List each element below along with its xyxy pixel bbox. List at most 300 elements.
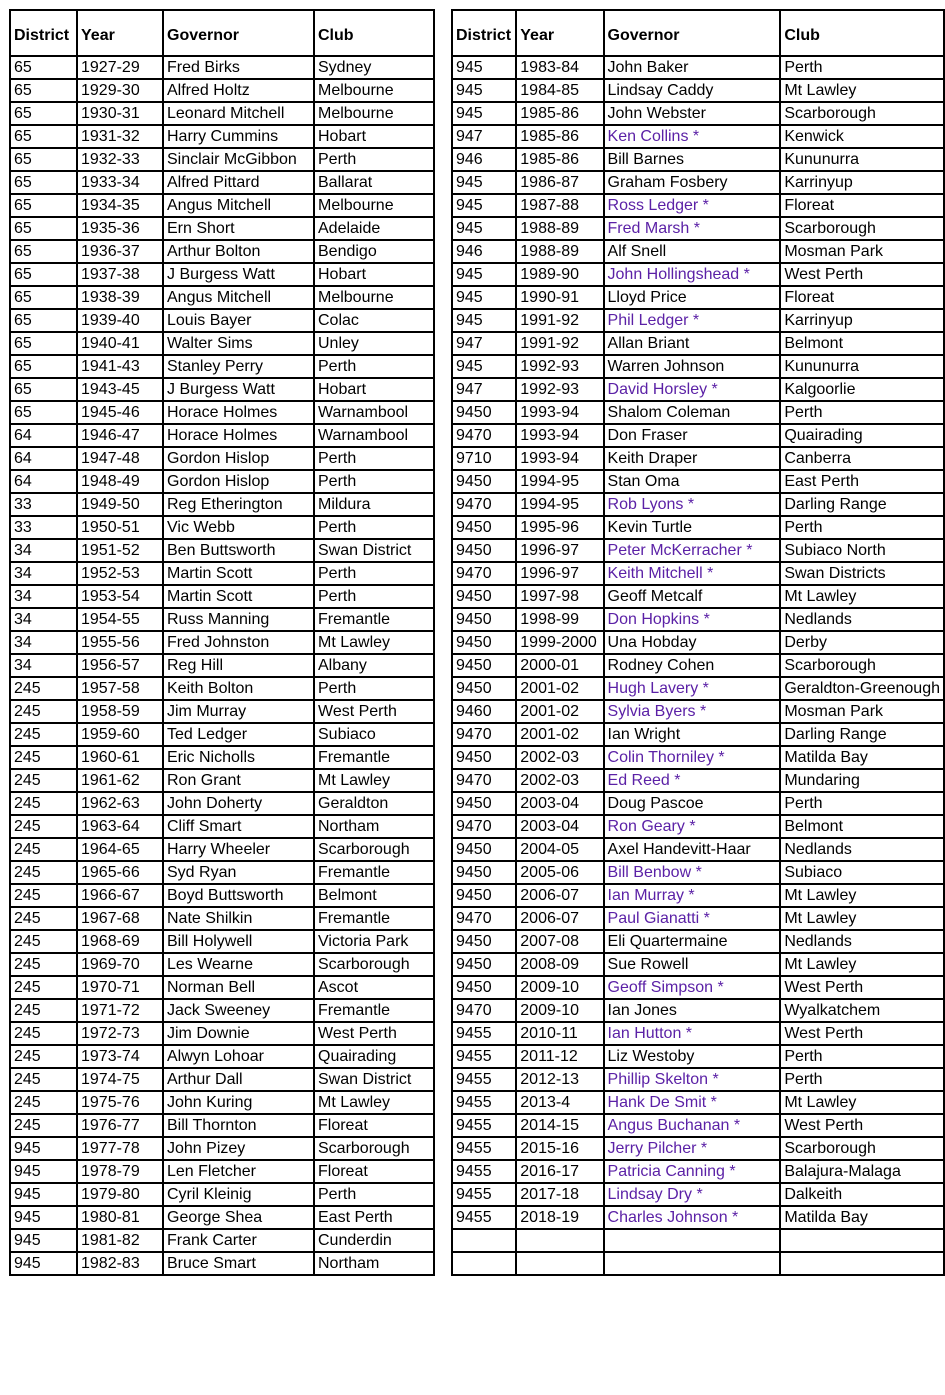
cell-club: Mosman Park <box>780 700 944 723</box>
cell-governor: Bill Holywell <box>163 930 314 953</box>
cell-governor: Eli Quartermaine <box>604 930 781 953</box>
table-row <box>10 1045 434 1068</box>
cell-year: 1950-51 <box>77 516 163 539</box>
table-row <box>10 976 434 999</box>
cell-district: 245 <box>10 677 77 700</box>
cell-district: 65 <box>10 217 77 240</box>
table-row <box>10 171 434 194</box>
table-row <box>10 815 434 838</box>
cell-year: 1937-38 <box>77 263 163 286</box>
cell-year: 2018-19 <box>516 1206 603 1229</box>
cell-club: Nedlands <box>780 838 944 861</box>
cell-governor: John Pizey <box>163 1137 314 1160</box>
cell-governor: Leonard Mitchell <box>163 102 314 125</box>
cell-club: Kalgoorlie <box>780 378 944 401</box>
cell-year: 1962-63 <box>77 792 163 815</box>
table-row <box>452 884 944 907</box>
cell-district: 9450 <box>452 539 516 562</box>
cell-district: 34 <box>10 562 77 585</box>
cell-district: 9455 <box>452 1022 516 1045</box>
cell-year: 2004-05 <box>516 838 603 861</box>
cell-club: Perth <box>314 677 434 700</box>
table-row <box>10 516 434 539</box>
table-row <box>452 608 944 631</box>
cell-year: 1996-97 <box>516 539 603 562</box>
cell-governor: Walter Sims <box>163 332 314 355</box>
cell-governor: Una Hobday <box>604 631 781 654</box>
cell-year: 1952-53 <box>77 562 163 585</box>
cell-club: West Perth <box>780 1114 944 1137</box>
cell-governor: Alwyn Lohoar <box>163 1045 314 1068</box>
cell-governor: Horace Holmes <box>163 424 314 447</box>
cell-club: Perth <box>780 1045 944 1068</box>
cell-year: 1954-55 <box>77 608 163 631</box>
cell-district: 9450 <box>452 516 516 539</box>
table-row <box>10 746 434 769</box>
cell-governor: John Webster <box>604 102 781 125</box>
cell-club: Matilda Bay <box>780 746 944 769</box>
cell-district: 245 <box>10 1045 77 1068</box>
cell-club: Karrinyup <box>780 309 944 332</box>
cell-club: Mt Lawley <box>780 585 944 608</box>
table-row <box>452 332 944 355</box>
cell-club: Matilda Bay <box>780 1206 944 1229</box>
header-governor: Governor <box>604 10 781 56</box>
cell-year: 1988-89 <box>516 217 603 240</box>
cell-governor: Reg Etherington <box>163 493 314 516</box>
cell-governor: Alfred Pittard <box>163 171 314 194</box>
cell-district: 65 <box>10 286 77 309</box>
cell-district: 945 <box>452 102 516 125</box>
cell-club: Sydney <box>314 56 434 79</box>
cell-governor: Nate Shilkin <box>163 907 314 930</box>
table-row <box>452 309 944 332</box>
cell-year: 1938-39 <box>77 286 163 309</box>
cell-district: 65 <box>10 355 77 378</box>
cell-club: Melbourne <box>314 79 434 102</box>
cell-governor: Liz Westoby <box>604 1045 781 1068</box>
table-row <box>10 838 434 861</box>
cell-district: 245 <box>10 861 77 884</box>
cell-governor: Geoff Metcalf <box>604 585 781 608</box>
cell-governor: Vic Webb <box>163 516 314 539</box>
governors-table-left <box>9 9 435 1276</box>
table-row <box>452 677 944 700</box>
cell-governor: Sue Rowell <box>604 953 781 976</box>
cell-club: Scarborough <box>780 217 944 240</box>
cell-governor: Angus Mitchell <box>163 194 314 217</box>
cell-year: 1983-84 <box>516 56 603 79</box>
cell-club: West Perth <box>314 1022 434 1045</box>
cell-club: Mt Lawley <box>314 1091 434 1114</box>
table-row <box>452 631 944 654</box>
cell-club: Perth <box>314 355 434 378</box>
cell-club: Balajura-Malaga <box>780 1160 944 1183</box>
cell-governor: Gordon Hislop <box>163 470 314 493</box>
table-row <box>452 493 944 516</box>
cell-club: Geraldton <box>314 792 434 815</box>
table-row <box>452 838 944 861</box>
cell-governor: Don Fraser <box>604 424 781 447</box>
cell-club: Ballarat <box>314 171 434 194</box>
table-row <box>10 1091 434 1114</box>
cell-club: Dalkeith <box>780 1183 944 1206</box>
cell-year: 1986-87 <box>516 171 603 194</box>
table-row <box>10 378 434 401</box>
table-row <box>10 907 434 930</box>
cell-governor: Shalom Coleman <box>604 401 781 424</box>
cell-district: 245 <box>10 999 77 1022</box>
cell-year: 1970-71 <box>77 976 163 999</box>
cell-year: 1929-30 <box>77 79 163 102</box>
cell-year: 1958-59 <box>77 700 163 723</box>
table-row <box>452 1160 944 1183</box>
table-row <box>452 148 944 171</box>
cell-club: Kununurra <box>780 148 944 171</box>
cell-governor: Arthur Bolton <box>163 240 314 263</box>
cell-club: Belmont <box>780 332 944 355</box>
empty-cell <box>516 1252 603 1275</box>
cell-governor: Horace Holmes <box>163 401 314 424</box>
cell-club: Scarborough <box>314 1137 434 1160</box>
cell-club: Perth <box>314 447 434 470</box>
cell-year: 1960-61 <box>77 746 163 769</box>
table-row <box>452 194 944 217</box>
table-row <box>452 401 944 424</box>
cell-year: 2006-07 <box>516 907 603 930</box>
table-row <box>10 539 434 562</box>
cell-district: 947 <box>452 125 516 148</box>
cell-year: 2015-16 <box>516 1137 603 1160</box>
cell-club: Mundaring <box>780 769 944 792</box>
cell-district: 9470 <box>452 562 516 585</box>
header-year: Year <box>77 10 163 56</box>
cell-club: Nedlands <box>780 608 944 631</box>
cell-governor: Len Fletcher <box>163 1160 314 1183</box>
empty-cell <box>780 1252 944 1275</box>
cell-club: Warnambool <box>314 401 434 424</box>
cell-year: 1951-52 <box>77 539 163 562</box>
cell-year: 1978-79 <box>77 1160 163 1183</box>
table-row <box>10 424 434 447</box>
cell-district: 9710 <box>452 447 516 470</box>
cell-governor: Stanley Perry <box>163 355 314 378</box>
table-row <box>10 125 434 148</box>
cell-year: 1941-43 <box>77 355 163 378</box>
cell-club: Melbourne <box>314 194 434 217</box>
cell-district: 9450 <box>452 654 516 677</box>
cell-governor: Sylvia Byers * <box>604 700 781 723</box>
table-row <box>452 723 944 746</box>
cell-year: 1965-66 <box>77 861 163 884</box>
cell-year: 1997-98 <box>516 585 603 608</box>
cell-year: 1955-56 <box>77 631 163 654</box>
table-row <box>10 654 434 677</box>
cell-governor: Ian Murray * <box>604 884 781 907</box>
cell-governor: Warren Johnson <box>604 355 781 378</box>
cell-governor: Alfred Holtz <box>163 79 314 102</box>
cell-club: Fremantle <box>314 861 434 884</box>
table-row <box>452 56 944 79</box>
cell-club: Perth <box>780 516 944 539</box>
cell-club: Mt Lawley <box>780 907 944 930</box>
cell-year: 1947-48 <box>77 447 163 470</box>
table-row <box>10 332 434 355</box>
cell-district: 65 <box>10 56 77 79</box>
table-row <box>10 470 434 493</box>
cell-year: 1993-94 <box>516 401 603 424</box>
cell-year: 1985-86 <box>516 125 603 148</box>
cell-club: Albany <box>314 654 434 677</box>
table-row <box>452 79 944 102</box>
table-row <box>452 861 944 884</box>
cell-governor: Sinclair McGibbon <box>163 148 314 171</box>
cell-district: 9450 <box>452 884 516 907</box>
cell-district: 9470 <box>452 493 516 516</box>
cell-governor: Les Wearne <box>163 953 314 976</box>
cell-year: 2014-15 <box>516 1114 603 1137</box>
cell-year: 1985-86 <box>516 148 603 171</box>
cell-governor: Reg Hill <box>163 654 314 677</box>
table-row <box>10 884 434 907</box>
table-row <box>10 562 434 585</box>
cell-governor: Ben Buttsworth <box>163 539 314 562</box>
cell-club: Scarborough <box>780 654 944 677</box>
cell-year: 1993-94 <box>516 447 603 470</box>
cell-year: 1989-90 <box>516 263 603 286</box>
table-row <box>10 930 434 953</box>
table-row <box>10 1206 434 1229</box>
cell-governor: David Horsley * <box>604 378 781 401</box>
cell-club: Fremantle <box>314 608 434 631</box>
cell-club: Mt Lawley <box>314 631 434 654</box>
cell-year: 1990-91 <box>516 286 603 309</box>
table-row <box>10 240 434 263</box>
cell-year: 1992-93 <box>516 355 603 378</box>
cell-club: Floreat <box>314 1114 434 1137</box>
cell-year: 1976-77 <box>77 1114 163 1137</box>
cell-district: 9450 <box>452 631 516 654</box>
cell-club: Swan District <box>314 1068 434 1091</box>
cell-district: 9450 <box>452 585 516 608</box>
cell-governor: Eric Nicholls <box>163 746 314 769</box>
cell-governor: Phil Ledger * <box>604 309 781 332</box>
cell-year: 1966-67 <box>77 884 163 907</box>
cell-district: 9470 <box>452 424 516 447</box>
table-row <box>452 539 944 562</box>
cell-club: Hobart <box>314 378 434 401</box>
cell-district: 65 <box>10 309 77 332</box>
table-row <box>10 1068 434 1091</box>
cell-governor: Doug Pascoe <box>604 792 781 815</box>
cell-year: 1998-99 <box>516 608 603 631</box>
cell-governor: Don Hopkins * <box>604 608 781 631</box>
cell-district: 65 <box>10 332 77 355</box>
cell-district: 9450 <box>452 470 516 493</box>
cell-governor: Bill Thornton <box>163 1114 314 1137</box>
cell-year: 1981-82 <box>77 1229 163 1252</box>
cell-governor: Graham Fosbery <box>604 171 781 194</box>
cell-year: 1948-49 <box>77 470 163 493</box>
cell-club: Colac <box>314 309 434 332</box>
header-club: Club <box>314 10 434 56</box>
table-row <box>10 861 434 884</box>
cell-district: 34 <box>10 608 77 631</box>
cell-district: 9455 <box>452 1137 516 1160</box>
cell-district: 64 <box>10 424 77 447</box>
cell-year: 1984-85 <box>516 79 603 102</box>
empty-row <box>452 1252 944 1275</box>
cell-governor: Keith Bolton <box>163 677 314 700</box>
table-row <box>10 792 434 815</box>
cell-district: 9455 <box>452 1045 516 1068</box>
table-row <box>452 930 944 953</box>
cell-district: 245 <box>10 838 77 861</box>
cell-club: West Perth <box>780 976 944 999</box>
table-row <box>452 125 944 148</box>
cell-district: 945 <box>452 309 516 332</box>
cell-club: Adelaide <box>314 217 434 240</box>
cell-district: 9470 <box>452 907 516 930</box>
cell-year: 1968-69 <box>77 930 163 953</box>
cell-year: 1939-40 <box>77 309 163 332</box>
cell-district: 245 <box>10 1068 77 1091</box>
table-row <box>10 769 434 792</box>
cell-club: Mildura <box>314 493 434 516</box>
cell-governor: Peter McKerracher * <box>604 539 781 562</box>
header-row <box>10 10 434 56</box>
cell-governor: Jim Murray <box>163 700 314 723</box>
header-club: Club <box>780 10 944 56</box>
cell-district: 9455 <box>452 1160 516 1183</box>
table-row <box>452 654 944 677</box>
cell-club: East Perth <box>314 1206 434 1229</box>
cell-club: Scarborough <box>780 102 944 125</box>
table-row <box>10 677 434 700</box>
cell-district: 245 <box>10 792 77 815</box>
cell-governor: Geoff Simpson * <box>604 976 781 999</box>
cell-year: 1974-75 <box>77 1068 163 1091</box>
table-row <box>452 585 944 608</box>
cell-club: Perth <box>314 585 434 608</box>
table-row <box>452 562 944 585</box>
cell-year: 2001-02 <box>516 700 603 723</box>
cell-district: 9450 <box>452 608 516 631</box>
table-row <box>10 102 434 125</box>
table-row <box>452 240 944 263</box>
cell-year: 2006-07 <box>516 884 603 907</box>
cell-club: Northam <box>314 1252 434 1275</box>
cell-district: 945 <box>452 286 516 309</box>
cell-club: Perth <box>780 792 944 815</box>
cell-governor: Stan Oma <box>604 470 781 493</box>
cell-club: Perth <box>314 516 434 539</box>
cell-district: 945 <box>452 56 516 79</box>
cell-club: Perth <box>314 1183 434 1206</box>
table-row <box>452 1091 944 1114</box>
table-row <box>10 447 434 470</box>
cell-district: 945 <box>10 1252 77 1275</box>
cell-district: 9470 <box>452 723 516 746</box>
cell-year: 1988-89 <box>516 240 603 263</box>
cell-governor: Martin Scott <box>163 585 314 608</box>
cell-district: 245 <box>10 815 77 838</box>
cell-district: 34 <box>10 631 77 654</box>
cell-year: 1933-34 <box>77 171 163 194</box>
table-row <box>452 1068 944 1091</box>
cell-governor: Ted Ledger <box>163 723 314 746</box>
table-row <box>10 194 434 217</box>
cell-year: 2002-03 <box>516 746 603 769</box>
cell-year: 1994-95 <box>516 470 603 493</box>
cell-district: 245 <box>10 1114 77 1137</box>
cell-district: 245 <box>10 907 77 930</box>
cell-club: Hobart <box>314 263 434 286</box>
table-row <box>452 447 944 470</box>
table-row <box>10 355 434 378</box>
cell-district: 945 <box>10 1183 77 1206</box>
cell-governor: John Baker <box>604 56 781 79</box>
cell-year: 1959-60 <box>77 723 163 746</box>
cell-district: 945 <box>452 79 516 102</box>
table-row <box>10 1229 434 1252</box>
empty-row <box>452 1229 944 1252</box>
table-row <box>452 999 944 1022</box>
cell-club: Victoria Park <box>314 930 434 953</box>
cell-district: 245 <box>10 976 77 999</box>
cell-year: 1940-41 <box>77 332 163 355</box>
cell-club: Karrinyup <box>780 171 944 194</box>
cell-district: 947 <box>452 378 516 401</box>
empty-cell <box>780 1229 944 1252</box>
table-row <box>10 401 434 424</box>
cell-club: Nedlands <box>780 930 944 953</box>
table-row <box>10 56 434 79</box>
cell-district: 947 <box>452 332 516 355</box>
cell-district: 65 <box>10 263 77 286</box>
cell-club: Quairading <box>780 424 944 447</box>
cell-year: 1971-72 <box>77 999 163 1022</box>
cell-club: Mt Lawley <box>314 769 434 792</box>
cell-governor: Keith Draper <box>604 447 781 470</box>
table-row <box>452 217 944 240</box>
empty-cell <box>604 1229 781 1252</box>
cell-year: 1956-57 <box>77 654 163 677</box>
cell-governor: Jerry Pilcher * <box>604 1137 781 1160</box>
cell-year: 1936-37 <box>77 240 163 263</box>
cell-year: 2002-03 <box>516 769 603 792</box>
cell-governor: Ian Hutton * <box>604 1022 781 1045</box>
cell-year: 1979-80 <box>77 1183 163 1206</box>
cell-club: Geraldton-Greenough <box>780 677 944 700</box>
cell-year: 1977-78 <box>77 1137 163 1160</box>
cell-year: 1980-81 <box>77 1206 163 1229</box>
cell-year: 2005-06 <box>516 861 603 884</box>
cell-district: 945 <box>10 1206 77 1229</box>
cell-year: 1931-32 <box>77 125 163 148</box>
cell-club: Fremantle <box>314 746 434 769</box>
cell-year: 1994-95 <box>516 493 603 516</box>
cell-club: Quairading <box>314 1045 434 1068</box>
cell-district: 9470 <box>452 999 516 1022</box>
cell-district: 9450 <box>452 930 516 953</box>
cell-club: East Perth <box>780 470 944 493</box>
cell-club: Darling Range <box>780 723 944 746</box>
cell-year: 2016-17 <box>516 1160 603 1183</box>
cell-district: 34 <box>10 539 77 562</box>
cell-district: 945 <box>452 194 516 217</box>
cell-governor: Boyd Buttsworth <box>163 884 314 907</box>
